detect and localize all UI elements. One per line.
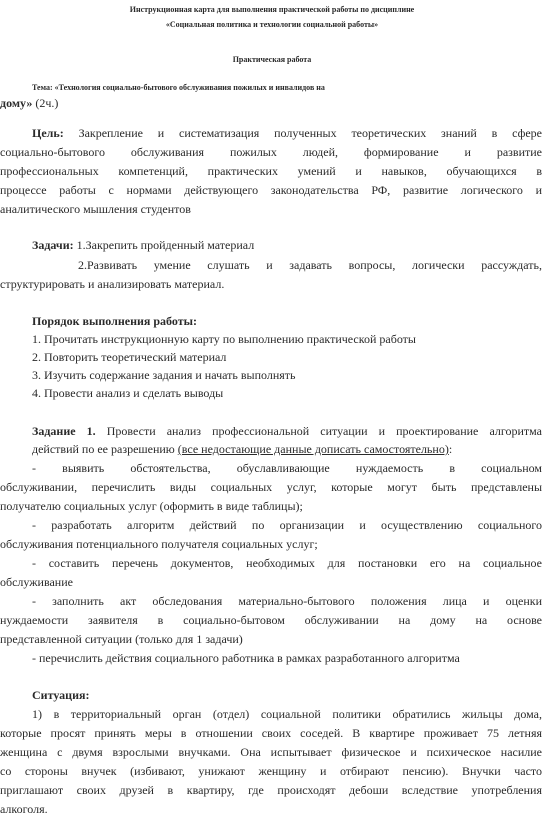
assignment-colon: : xyxy=(448,442,453,456)
situation-text-3: женщина с двумя взрослыми внучками. Она испытывает физическое и психическое насилие xyxy=(0,745,542,759)
bullet-1-line-3: получателю социальных услуг (оформить в виде таблицы); xyxy=(0,499,303,513)
situation-text-4: со стороны внучек (избивают, унижают женщину и отбирают пенсию). Внучки часто xyxy=(0,764,542,778)
bullet-2-line-1: - разработать алгоритм действий по организации и осуществлению социального xyxy=(32,518,542,532)
header-line-1: Инструкционная карта для выполнения практической работы по дисциплине xyxy=(129,5,415,14)
bullet-4-line-3: представленной ситуации (только для 1 задачи) xyxy=(0,632,243,646)
procedure-step-4: 4. Провести анализ и сделать выводы xyxy=(32,386,224,400)
tasks-item-2-line-1: 2.Развивать умение слушать и задавать вопросы, логически рассуждать, xyxy=(78,258,542,272)
topic-label: Тема: xyxy=(32,83,53,92)
procedure-step-1: 1. Прочитать инструкционную карту по выполнению практической работы xyxy=(32,332,416,346)
assignment-line-1 xyxy=(32,424,542,439)
situation-text-1: 1) в территориальный орган (отдел) социальной политики обратились жильцы дома, xyxy=(32,707,542,721)
bullet-4-line-2: нуждаемости заявителя в социально-бытовом обслуживании на дому на основе xyxy=(0,613,542,627)
tasks-item-2-line-2: структурировать и анализировать материал. xyxy=(0,277,225,291)
procedure-step-2: 2. Повторить теоретический материал xyxy=(32,350,227,364)
assignment-label: Задание 1. xyxy=(32,424,96,438)
procedure-step-3: 3. Изучить содержание задания и начать выполнять xyxy=(32,368,296,382)
situation-label: Ситуация: xyxy=(32,688,90,702)
situation-text-2: которые просят принять меры в отношении своих соседей. В квартире проживает 75 летняя xyxy=(0,726,542,740)
topic-line-2 xyxy=(0,96,58,111)
bullet-3-line-1: - составить перечень документов, необходимых для постановки его на социальное xyxy=(32,556,542,570)
bullet-1-line-1: - выявить обстоятельства, обуславливающие нуждаемость в социальном xyxy=(32,461,542,475)
tasks-item-1: 1.Закрепить пройденный материал xyxy=(76,238,255,252)
topic-line-1 xyxy=(32,80,544,95)
tasks-label: Задачи: xyxy=(32,238,74,252)
bullet-4-line-1: - заполнить акт обследования материально-бытового положения лица и оценки xyxy=(32,594,542,608)
assignment-line-2 xyxy=(32,442,452,457)
situation-text-5: приглашают своих друзей в квартиру, где происходят дебоши вследствие употребления xyxy=(0,783,542,797)
topic-text-1: «Технология социально-бытового обслуживания пожилых и инвалидов на xyxy=(54,83,325,92)
situation-text-6: алкоголя. xyxy=(0,802,48,816)
topic-text-2: дому» xyxy=(0,96,33,110)
tasks-line-1 xyxy=(32,238,254,253)
bullet-5-line-1: - перечислить действия социального работника в рамках разработанного алгоритма xyxy=(32,651,460,665)
assignment-note: (все недостающие данные дописать самостоятельно) xyxy=(177,442,449,456)
procedure-heading: Порядок выполнения работы: xyxy=(32,314,197,328)
goal-text-5: аналитического мышления студентов xyxy=(0,202,191,216)
goal-text-1: Закрепление и систематизация полученных теоретических знаний в сфере xyxy=(78,126,543,140)
goal-text-2: социально-бытового обслуживания пожилых людей, формирование и развитие xyxy=(0,145,542,159)
bullet-3-line-2: обслуживание xyxy=(0,575,73,589)
goal-text-4: процессе работы с нормами действующего законодательства РФ, развитие логического и xyxy=(0,183,542,197)
bullet-2-line-2: обслуживания потенциального получателя социальных услуг; xyxy=(0,537,318,551)
header-line-2: «Социальная политика и технологии социальной работы» xyxy=(165,20,379,29)
page-title: Практическая работа xyxy=(232,55,312,64)
goal-line-1 xyxy=(32,126,542,141)
goal-text-3: профессиональных компетенций, практических умений и навыков, обучающихся в xyxy=(0,164,542,178)
goal-label: Цель: xyxy=(32,126,64,140)
assignment-text-2a: действий по ее разрешению xyxy=(32,442,175,456)
assignment-text-1: Провести анализ профессиональной ситуации и проектирование алгоритма xyxy=(106,424,543,438)
topic-hours: (2ч.) xyxy=(35,96,59,110)
bullet-1-line-2: обслуживании, перечислить виды социальных услуг, которые могут быть представлены xyxy=(0,480,542,494)
